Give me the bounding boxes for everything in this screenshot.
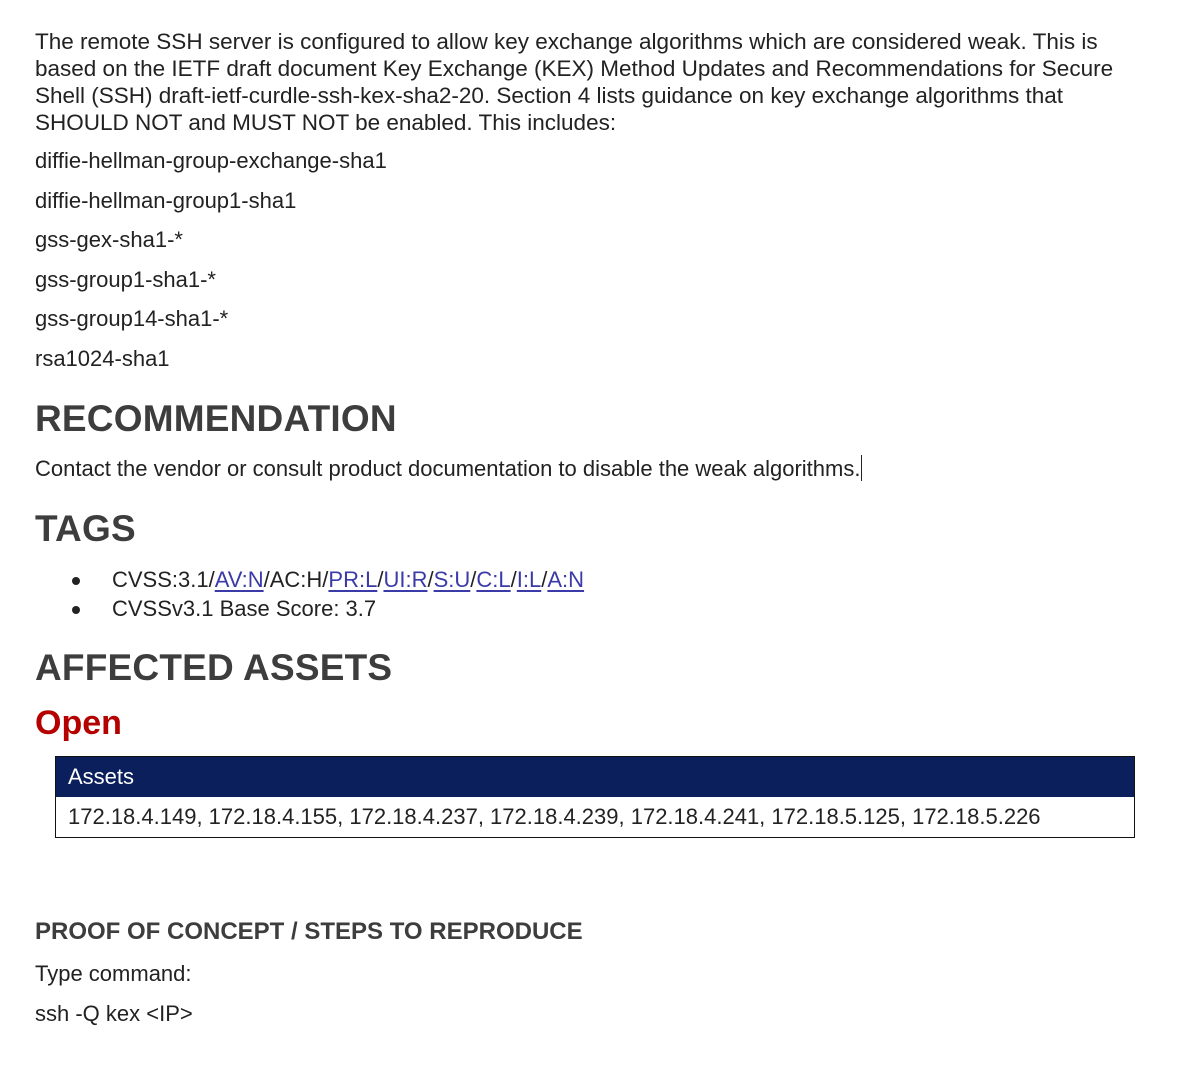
algorithm-item: gss-group14-sha1-* [35,306,229,332]
poc-instruction: Type command: [35,961,192,986]
intro-paragraph: The remote SSH server is configured to allow key exchange algorithms which are considered weak. This is based on the IETF draft document Key Exchange (KEX) Method Updates and Recommendations for Secure Shell (SSH) draft-ietf-curdle-ssh-kex-sha2-20. Section 4 lists guidance on key exchange algorithms that SHOULD NOT and MUST NOT be enabled. This includes: [35,29,1114,135]
cvss-vector-text: / [377,567,384,592]
cvss-vector-item [35,566,584,595]
weak-algorithm-list [35,148,387,386]
cvss-link-a[interactable]: A:N [547,567,585,592]
cvss-link-ui[interactable]: UI:R [383,567,428,592]
text-cursor [861,455,862,481]
bullet-icon [72,577,80,585]
cvss-vector-text: CVSS:3.1/ [112,567,215,592]
affected-assets-heading: AFFECTED ASSETS [35,647,393,688]
cvss-link-av[interactable]: AV:N [214,567,264,592]
base-score: CVSSv3.1 Base Score: 3.7 [112,596,377,621]
table-row [56,797,1135,838]
assets-column-header: Assets [56,757,1135,798]
cvss-link-c[interactable]: C:L [476,567,511,592]
base-score-item [35,595,584,624]
cvss-vector-text: / [470,567,477,592]
cvss-link-pr[interactable]: PR:L [328,567,378,592]
cvss-vector-text: /AC:H/ [263,567,329,592]
recommendation-text[interactable] [35,455,862,482]
algorithm-item: gss-group1-sha1-* [35,266,216,292]
algorithm-item: gss-gex-sha1-* [35,227,183,253]
algorithm-item: rsa1024-sha1 [35,345,170,371]
poc-command: ssh -Q kex <IP> [35,1001,193,1026]
cvss-vector-text: / [541,567,548,592]
assets-cell: 172.18.4.149, 172.18.4.155, 172.18.4.237, 172.18.4.239, 172.18.4.241, 172.18.5.125, 172.18.5.226 [68,804,1041,829]
algorithm-item: diffie-hellman-group1-sha1 [35,187,297,213]
bullet-icon [72,606,80,614]
recommendation-text-content: Contact the vendor or consult product documentation to disable the weak algorithms. [35,456,861,481]
cvss-link-i[interactable]: I:L [516,567,542,592]
cvss-link-s[interactable]: S:U [433,567,471,592]
cvss-vector-text: / [510,567,517,592]
recommendation-heading: RECOMMENDATION [35,398,397,439]
table-header-row [56,757,1135,798]
status-open-heading: Open [35,704,122,742]
cvss-vector-text: / [427,567,434,592]
algorithm-item: diffie-hellman-group-exchange-sha1 [35,148,387,173]
tags-heading: TAGS [35,508,136,549]
tags-list [35,566,584,624]
poc-heading: PROOF OF CONCEPT / STEPS TO REPRODUCE [35,918,583,945]
cvss-vector [112,567,584,592]
assets-table [55,756,1135,838]
